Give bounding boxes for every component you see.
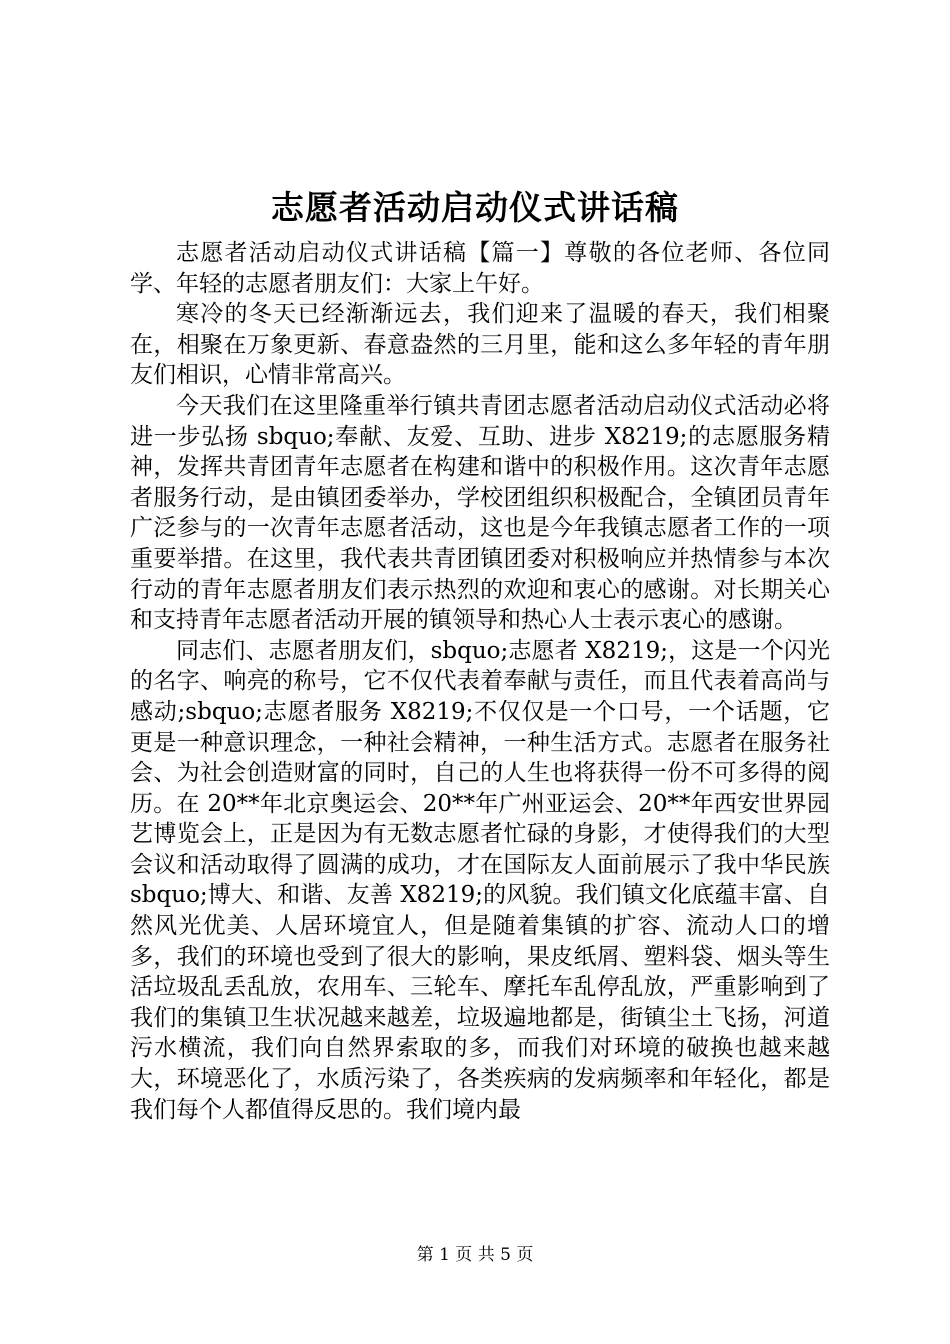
paragraph: 同志们、志愿者朋友们，sbquo;志愿者 X8219;，这是一个闪光的名字、响亮的称号，它不仅代表着奉献与责任，而且代表着高尚与感动;sbquo;志愿者服务 X8219;不仅仅是一个口号，一个话题，它更是一种意识理念，一种社会精神，一种生活方式。志愿者在服务社会、为社会创造财富的同时，自己的人生也将获得一份不可多得的阅历。在 20**年北京奥运会、20**年广州亚运会、20**年西安世界园艺博览会上，正是因为有无数志愿者忙碌的身影，才使得我们的大型会议和活动取得了圆满的成功，才在国际友人面前展示了我中华民族 sbquo;博大、和谐、友善 X8219;的风貌。我们镇文化底蕴丰富、自然风光优美、人居环境宜人，但是随着集镇的扩容、流动人口的增多，我们的环境也受到了很大的影响，果皮纸屑、塑料袋、烟头等生活垃圾乱丢乱放，农用车、三轮车、摩托车乱停乱放，严重影响到了我们的集镇卫生状况越来越差，垃圾遍地都是，街镇尘土飞扬，河道污水横流，我们向自然界索取的多，而我们对环境的破换也越来越大，环境恶化了，水质污染了，各类疾病的发病频率和年轻化，都是我们每个人都值得反思的。我们境内最: [130, 637, 830, 1123]
paragraph: 志愿者活动启动仪式讲话稿【篇一】尊敬的各位老师、各位同学、年轻的志愿者朋友们：大家上午好。: [130, 240, 830, 297]
page-number-footer: 第 1 页 共 5 页: [416, 1245, 534, 1265]
paragraph: 寒冷的冬天已经渐渐远去，我们迎来了温暖的春天，我们相聚在，相聚在万象更新、春意盎然的三月里，能和这么多年轻的青年朋友们相识，心情非常高兴。: [130, 301, 830, 389]
document-body: [130, 238, 830, 1125]
paragraph: 今天我们在这里隆重举行镇共青团志愿者活动启动仪式活动必将进一步弘扬 sbquo;奉献、友爱、互助、进步 X8219;的志愿服务精神，发挥共青团青年志愿者在构建和谐中的积极作用。这次青年志愿者服务行动，是由镇团委举办，学校团组织积极配合，全镇团员青年广泛参与的一次青年志愿者活动，这也是今年我镇志愿者工作的一项重要举措。在这里，我代表共青团镇团委对积极响应并热情参与本次行动的青年志愿者朋友们表示热烈的欢迎和衷心的感谢。对长期关心和支持青年志愿者活动开展的镇领导和热心人士表示衷心的感谢。: [130, 392, 830, 634]
document-title: 志愿者活动启动仪式讲话稿: [271, 188, 679, 227]
